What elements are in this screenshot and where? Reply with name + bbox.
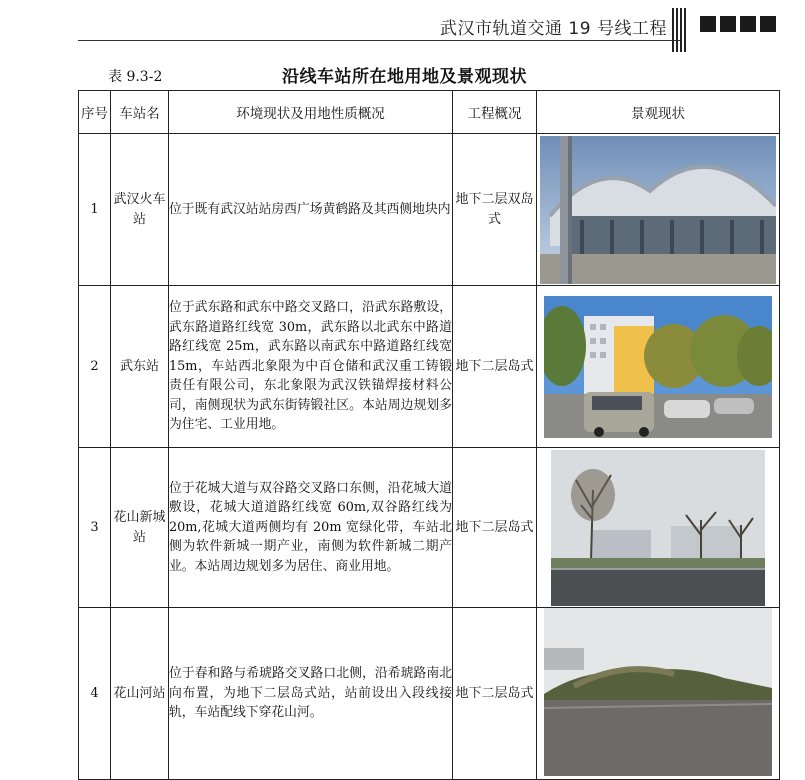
row-no: 4: [79, 608, 111, 780]
column-header-environment: 环境现状及用地性质概况: [169, 91, 453, 134]
header-rule: [78, 40, 682, 41]
column-header-no: 序号: [79, 91, 111, 134]
table-title: 沿线车站所在地用地及景观现状: [282, 67, 527, 87]
table-label: 表 9.3-2: [108, 69, 163, 85]
table-row: [79, 608, 780, 780]
row-environment: 位于武东路和武东中路交叉路口，沿武东路敷设，武东路道路红线宽 30m，武东路以北武东中路道路红线宽 25m，武东路以南武东中路道路红线宽 15m，车站西北象限为中百仓储和武汉重工铸锻责任有限公司，东北象限为武汉铁锚焊接材料公司，南侧现状为武东街铸锻社区。本站周边规划多为住宅、工业用地。: [169, 286, 453, 448]
station-land-use-table: [78, 90, 780, 780]
empty-lot-photo: [544, 608, 772, 776]
row-engineering: 地下二层岛式: [453, 286, 537, 448]
table-row: [79, 286, 780, 448]
row-station: 花山河站: [111, 608, 169, 780]
row-no: 1: [79, 134, 111, 286]
header-bars-decoration: [672, 8, 690, 52]
row-environment: 位于花城大道与双谷路交叉路口东侧，沿花城大道敷设，花城大道道路红线宽 60m,双谷路红线为 20m,花城大道两侧均有 20m 宽绿化带，车站北侧为软件新城一期产业，南侧为软件新城二期产业。本站周边规划多为居住、商业用地。: [169, 448, 453, 608]
row-no: 3: [79, 448, 111, 608]
column-header-engineering: 工程概况: [453, 91, 537, 134]
table-row: [79, 134, 780, 286]
row-environment: 位于春和路与希琥路交叉路口北侧，沿希琥路南北向布置，为地下二层岛式站，站前设出入段线接轨，车站配线下穿花山河。: [169, 608, 453, 780]
row-environment: 位于既有武汉站站房西广场黄鹤路及其西侧地块内: [169, 134, 453, 286]
row-station: 武东站: [111, 286, 169, 448]
row-no: 2: [79, 286, 111, 448]
row-station: 武汉火车站: [111, 134, 169, 286]
street-with-cars-photo: [544, 296, 772, 438]
column-header-station: 车站名: [111, 91, 169, 134]
row-engineering: 地下二层岛式: [453, 448, 537, 608]
header-title: 武汉市轨道交通 19 号线工程: [440, 19, 667, 39]
column-header-landscape: 景观现状: [537, 91, 780, 134]
road-with-trees-photo: [551, 450, 765, 606]
table-header-row: [79, 91, 780, 134]
table-row: [79, 448, 780, 608]
row-station: 花山新城站: [111, 448, 169, 608]
header-blocks-decoration: [700, 16, 776, 32]
railway-station-photo: [540, 136, 776, 284]
row-engineering: 地下二层双岛式: [453, 134, 537, 286]
row-engineering: 地下二层岛式: [453, 608, 537, 780]
